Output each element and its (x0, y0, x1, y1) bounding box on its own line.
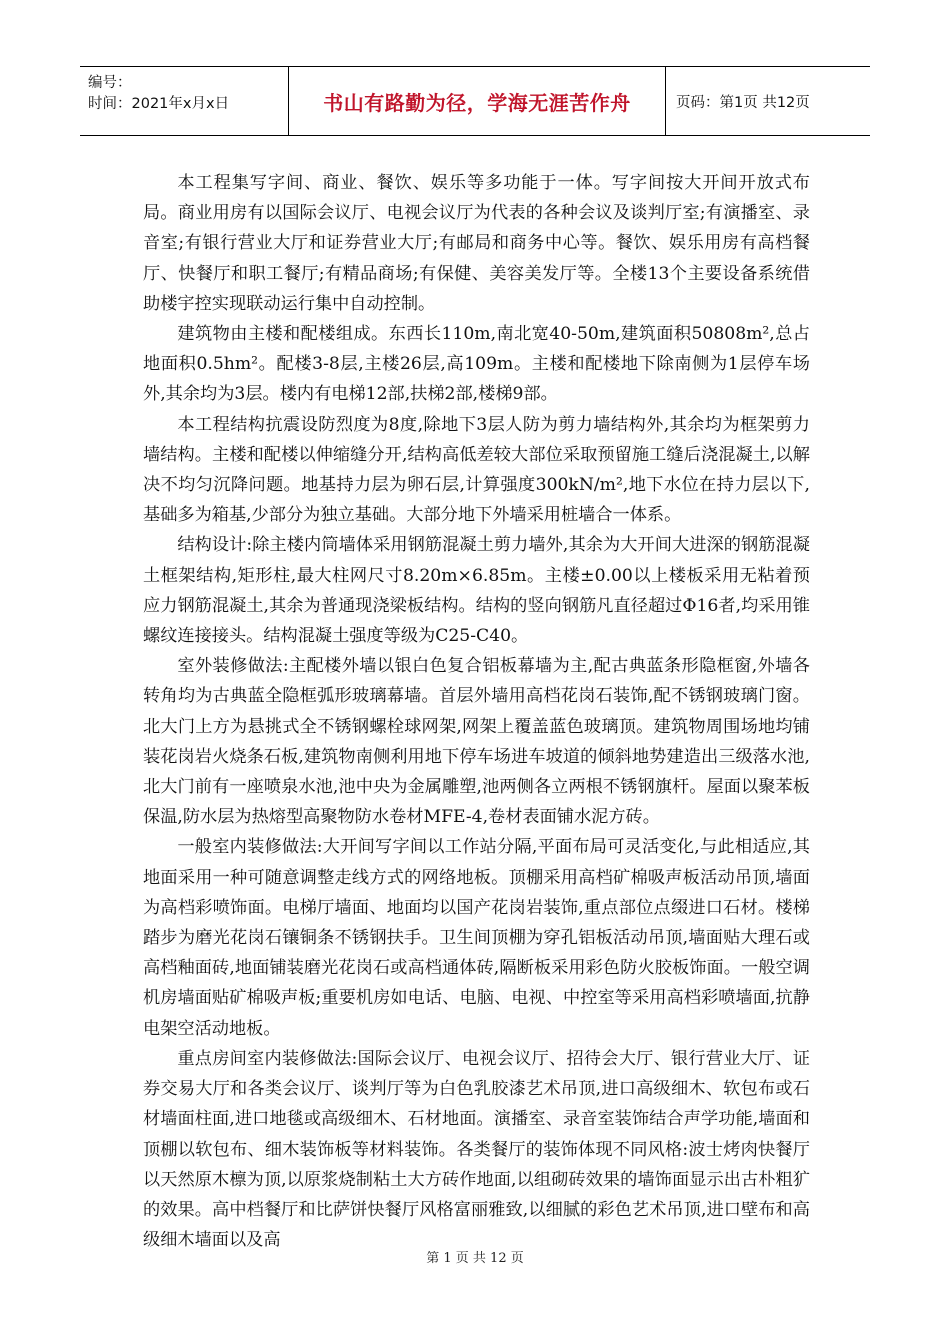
paragraph-exterior-finishing: 室外装修做法:主配楼外墙以银白色复合铝板幕墙为主,配古典蓝条形隐框窗,外墙各转角均为古典蓝全隐框弧形玻璃幕墙。首层外墙用高档花岗石装饰,配不锈钢玻璃门窗。北大门上方为悬挑式全不锈钢螺栓球网架,网架上覆盖蓝色玻璃顶。建筑物周围场地均铺装花岗岩火烧条石板,建筑物南侧利用地下停车场进车坡道的倾斜地势建造出三级落水池,北大门前有一座喷泉水池,池中央为金属雕塑,池两侧各立两根不锈钢旗杆。屋面以聚苯板保温,防水层为热熔型高聚物防水卷材MFE-4,卷材表面铺水泥方砖。 (143, 656, 810, 828)
page-header (80, 66, 870, 136)
page-footer: 第 1 页 共 12 页 (426, 1251, 524, 1266)
header-meta (80, 67, 289, 135)
paragraph-building-composition: 建筑物由主楼和配楼组成。东西长110m,南北宽40-50m,建筑面积50808m²,总占地面积0.5hm²。配楼3-8层,主楼26层,高109m。主楼和配楼地下除南侧为1层停车场外,其余均为3层。楼内有电梯12部,扶梯2部,楼梯9部。 (143, 324, 810, 405)
document-number-label: 编号： (88, 75, 132, 91)
paragraph-overview: 本工程集写字间、商业、餐饮、娱乐等多功能于一体。写字间按大开间开放式布局。商业用房有以国际会议厅、电视会议厅为代表的各种会议及谈判厅室;有演播室、录音室;有银行营业大厅和证券营业大厅;有邮局和商务中心等。餐饮、娱乐用房有高档餐厅、快餐厅和职工餐厅;有精品商场;有保健、美容美发厅等。全楼13个主要设备系统借助楼宇控实现联动运行集中自动控制。 (143, 173, 810, 314)
document-body (143, 168, 810, 1255)
header-page-number: 页码：第1页 共12页 (676, 94, 810, 111)
header-motto: 书山有路勤为径，学海无涯苦作舟 (289, 67, 666, 135)
paragraph-structure-seismic: 本工程结构抗震设防烈度为8度,除地下3层人防为剪力墙结构外,其余均为框架剪力墙结构。主楼和配楼以伸缩缝分开,结构高低差较大部位采取预留施工缝后浇混凝土,以解决不均匀沉降问题。地基持力层为卵石层,计算强度300kN/m²,地下水位在持力层以下,基础多为箱基,少部分为独立基础。大部分地下外墙采用桩墙合一体系。 (143, 414, 810, 526)
document-date-label: 时间：2021年x月x日 (88, 96, 230, 112)
paragraph-interior-finishing: 一般室内装修做法:大开间写字间以工作站分隔,平面布局可灵活变化,与此相适应,其地面采用一种可随意调整走线方式的网络地板。顶棚采用高档矿棉吸声板活动吊顶,墙面为高档彩喷饰面。电梯厅墙面、地面均以国产花岗岩装饰,重点部位点缀进口石材。楼梯踏步为磨光花岗石镶铜条不锈钢扶手。卫生间顶棚为穿孔铝板活动吊顶,墙面贴大理石或高档釉面砖,地面铺装磨光花岗石或高档通体砖,隔断板采用彩色防火胶板饰面。一般空调机房墙面贴矿棉吸声板;重要机房如电话、电脑、电视、中控室等采用高档彩喷墙面,抗静电架空活动地板。 (143, 837, 810, 1039)
paragraph-key-room-finishing: 重点房间室内装修做法:国际会议厅、电视会议厅、招待会大厅、银行营业大厅、证券交易大厅和各类会议厅、谈判厅等为白色乳胶漆艺术吊顶,进口高级细木、软包布或石材墙面柱面,进口地毯或高级细木、石材地面。演播室、录音室装饰结合声学功能,墙面和顶棚以软包布、细木装饰板等材料装饰。各类餐厅的装饰体现不同风格:波士烤肉快餐厅以天然原木檩为顶,以原浆烧制粘土大方砖作地面,以组砌砖效果的墙饰面显示出古朴粗犷的效果。高中档餐厅和比萨饼快餐厅风格富丽雅致,以细腻的彩色艺术吊顶,进口壁布和高级细木墙面以及高 (143, 1048, 810, 1251)
paragraph-structure-design: 结构设计:除主楼内筒墙体采用钢筋混凝土剪力墙外,其余为大开间大进深的钢筋混凝土框架结构,矩形柱,最大柱网尺寸8.20m×6.85m。主楼±0.00以上楼板采用无粘着预应力钢筋混凝土,其余为普通现浇梁板结构。结构的竖向钢筋凡直径超过Φ16者,均采用锥螺纹连接接头。结构混凝土强度等级为C25-C40。 (143, 535, 810, 647)
